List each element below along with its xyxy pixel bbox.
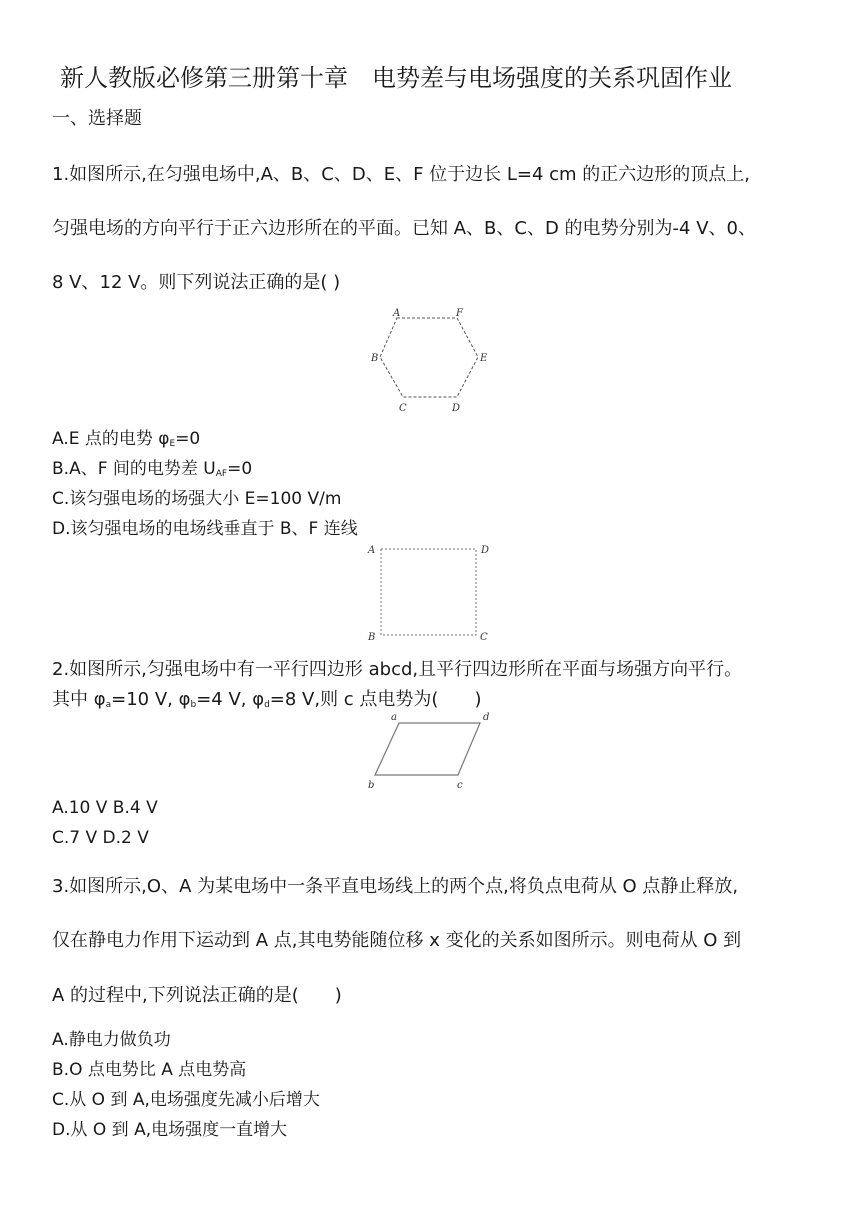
hexagon-label-f: F xyxy=(456,308,463,319)
para-label-a: a xyxy=(391,712,397,723)
q1-line-1: 1.如图所示,在匀强电场中,A、B、C、D、E、F 位于边长 L=4 cm 的正六边形的顶点上, xyxy=(52,164,751,185)
para-label-c: c xyxy=(457,780,463,791)
page-title: 新人教版必修第三册第十章 电势差与电场强度的关系巩固作业 xyxy=(60,64,732,92)
q3-option-a: A.静电力做负功 xyxy=(52,1030,171,1050)
q1-line-2: 匀强电场的方向平行于正六边形所在的平面。已知 A、B、C、D 的电势分别为-4 V、0、 xyxy=(52,218,756,239)
q3-option-c: C.从 O 到 A,电场强度先减小后增大 xyxy=(52,1090,320,1110)
q2-line-2: 其中 $\varphi_a=10$ V, $\varphi_b=4$ V, $\varphi_d=8$ V,则 c 点电势为( ) xyxy=(52,689,482,710)
square-label-c: C xyxy=(480,632,488,643)
para-label-d: d xyxy=(483,712,490,723)
para-label-b: b xyxy=(368,780,375,791)
q1-option-c: C.该匀强电场的场强大小 E=100 V/m xyxy=(52,489,342,509)
section-heading: 一、选择题 xyxy=(52,108,142,129)
q2-options-cd: C.7 V D.2 V xyxy=(52,828,149,848)
q3-option-b: B.O 点电势比 A 点电势高 xyxy=(52,1060,247,1080)
parallelogram-figure xyxy=(365,710,495,792)
square-label-a: A xyxy=(368,545,376,556)
q2-options-ab: A.10 V B.4 V xyxy=(52,798,158,818)
square-figure xyxy=(366,540,496,645)
q1-option-d: D.该匀强电场的电场线垂直于 B、F 连线 xyxy=(52,519,358,539)
q1-option-a: A.E 点的电势 $\varphi_E=0$ xyxy=(52,429,201,449)
square-label-d: D xyxy=(481,545,490,556)
hexagon-label-c: C xyxy=(399,403,407,414)
hexagon-label-e: E xyxy=(480,353,488,364)
q2-line-1: 2.如图所示,匀强电场中有一平行四边形 abcd,且平行四边形所在平面与场强方向平行。 xyxy=(52,659,743,680)
q3-line-2: 仅在静电力作用下运动到 A 点,其电势能随位移 x 变化的关系如图所示。则电荷从 O 到 xyxy=(52,930,742,951)
hexagon-label-d: D xyxy=(452,403,461,414)
q3-option-d: D.从 O 到 A,电场强度一直增大 xyxy=(52,1120,288,1140)
q1-line-3: 8 V、12 V。则下列说法正确的是( ) xyxy=(52,272,341,293)
q1-option-b: B.A、F 间的电势差 $U_{AF}=0$ xyxy=(52,459,253,479)
hexagon-label-a: A xyxy=(393,308,401,319)
hexagon-label-b: B xyxy=(371,353,379,364)
q3-line-3: A 的过程中,下列说法正确的是( ) xyxy=(52,985,342,1006)
square-label-b: B xyxy=(368,632,376,643)
q3-line-1: 3.如图所示,O、A 为某电场中一条平直电场线上的两个点,将负点电荷从 O 点静止释放, xyxy=(52,876,739,897)
hexagon-figure xyxy=(370,305,490,420)
